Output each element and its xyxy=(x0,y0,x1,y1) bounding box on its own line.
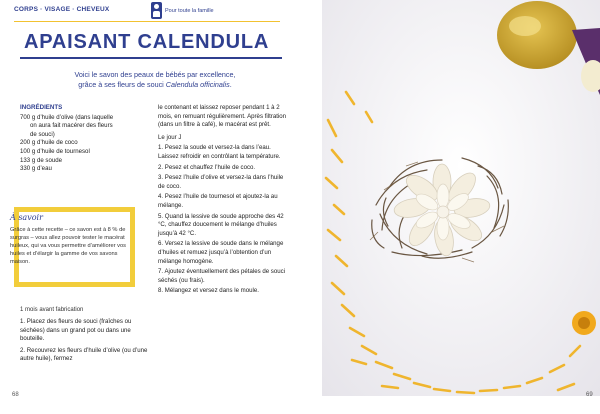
photo-page xyxy=(322,0,600,414)
intro-line-2-emphasis: Calendula officinalis xyxy=(165,80,230,89)
step-item: 7. Ajoutez éventuellement des pétales de souci séchés (ou frais). xyxy=(158,268,286,284)
family-text: Pour toute la famille xyxy=(165,7,214,14)
title-underline xyxy=(20,57,282,59)
page-title: APAISANT CALENDULA xyxy=(24,31,270,53)
intro-line-1: Voici le savon des peaux de bébés par excellence, xyxy=(74,70,236,79)
step-item: 4. Pesez l’huile de tournesol et ajoutez-la au mélange. xyxy=(158,193,278,209)
callout-text: Grâce à cette recette – ce savon est à 8 % de surgras – vous allez pouvoir tester le macérat huileux, qui va vous permettre d’améliorer vos huiles et d’élargir la gamme de vos savons maison. xyxy=(10,227,127,265)
callout-label: À savoir xyxy=(10,213,43,222)
page-number-right: 69 xyxy=(586,392,593,398)
intro-text xyxy=(30,70,280,90)
ingredient-line: de souci) xyxy=(30,130,55,138)
ingredient-line: 100 g d’huile de tournesol xyxy=(20,147,90,155)
ingredient-line: on aura fait macérer des fleurs xyxy=(30,122,113,130)
calendula-soap-photo xyxy=(322,0,600,414)
pre-step: 1. Placez des fleurs de souci (fraîches ou séchées) dans un grand pot ou dans une bouteille. xyxy=(20,318,132,342)
step-item: 2. Pesez et chauffez l’huile de coco. xyxy=(158,163,256,171)
intro-line-2 xyxy=(30,80,280,90)
step-item: 5. Quand la lessive de soude approche des 42 °C, chauffez doucement le mélange d’huiles jusqu’à 42 °C. xyxy=(158,212,284,237)
step-item: 3. Pesez l’huile d’olive et versez-la dans l’huile de coco. xyxy=(158,174,284,190)
intro-line-2-suffix: . xyxy=(229,80,232,89)
month-label: 1 mois avant fabrication xyxy=(20,307,84,313)
ingredient-line: 700 g d’huile d’olive (dans laquelle xyxy=(20,113,114,121)
family-icon xyxy=(151,2,162,19)
intro-line-2-prefix: grâce à ses fleurs de souci xyxy=(78,80,166,89)
day-label: Le jour J xyxy=(158,133,182,141)
step-item: 8. Mélangez et versez dans le moule. xyxy=(158,287,259,295)
ingredient-line: 330 g d’eau xyxy=(20,165,52,173)
step-item: 1. Pesez la soude et versez-la dans l’eau. Laissez refroidir en contrôlant la température. xyxy=(158,144,281,160)
step-item: 6. Versez la lessive de soude dans le mélange d’huiles et remuez jusqu’à l’obtention d’un mélange homogène. xyxy=(158,240,284,265)
page-number-left: 68 xyxy=(12,392,19,398)
steps-column xyxy=(158,104,290,298)
ingredients-column xyxy=(20,104,150,174)
pre-steps xyxy=(20,318,150,367)
ingredient-line: 200 g d’huile de coco xyxy=(20,139,78,147)
header-rule xyxy=(14,21,280,22)
pre-step: 2. Recouvrez les fleurs d’huile d’olive (ou d’une autre huile), fermez xyxy=(20,346,148,362)
ingredient-line: 133 g de soude xyxy=(20,156,63,164)
continued-text: le contenant et laissez reposer pendant 1 à 2 mois, en remuant régulièrement. Après filtration (dans un filtre à café), le macérat est prêt. xyxy=(158,104,287,129)
ingredients-heading: INGRÉDIENTS xyxy=(20,104,63,111)
family-label xyxy=(151,2,214,19)
section-header: CORPS · VISAGE · CHEVEUX xyxy=(14,6,110,13)
